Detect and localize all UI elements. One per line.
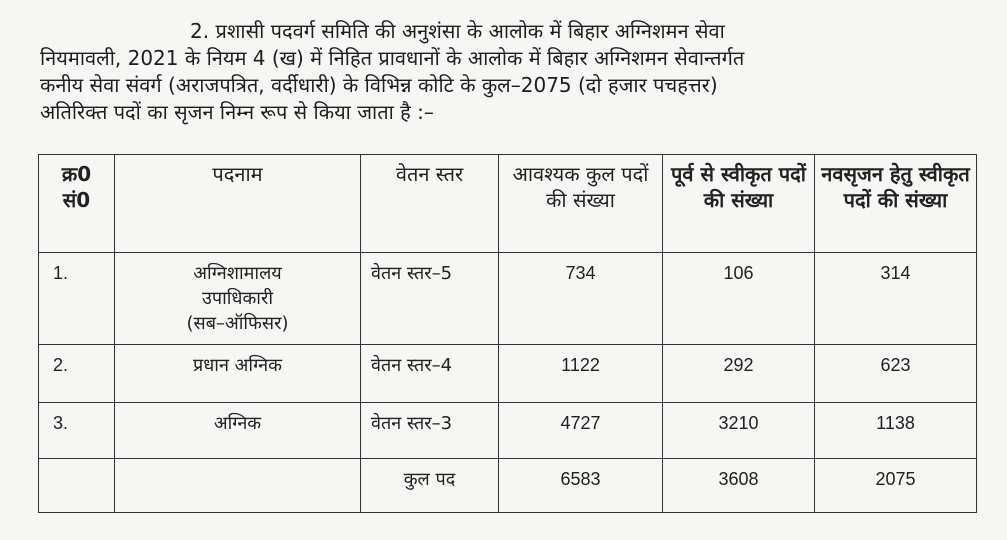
total-designation-empty	[115, 459, 361, 513]
total-required: 6583	[499, 459, 663, 513]
row-required: 4727	[499, 403, 663, 459]
header-pay-level: वेतन स्तर	[361, 155, 499, 253]
total-sanctioned: 3608	[663, 459, 815, 513]
intro-paragraph	[40, 18, 990, 126]
header-designation: पदनाम	[115, 155, 361, 253]
total-serial-empty	[39, 459, 115, 513]
designation-line: अग्निशामालय	[193, 263, 282, 284]
row-designation: अग्निक	[115, 403, 361, 459]
row-pay-level: वेतन स्तर–5	[361, 253, 499, 345]
header-new: नवसृजन हेतु स्वीकृत पदों की संख्या	[815, 155, 977, 253]
row-new: 314	[815, 253, 977, 345]
row-new: 1138	[815, 403, 977, 459]
row-serial: 1.	[39, 253, 115, 345]
table-total-row	[39, 459, 977, 513]
table-row	[39, 345, 977, 403]
header-required: आवश्यक कुल पदों की संख्या	[499, 155, 663, 253]
paragraph-line-3: कनीय सेवा संवर्ग (अराजपत्रित, वर्दीधारी) के विभिन्न कोटि के कुल–2075 (दो हजार पचहत्तर)	[40, 73, 718, 97]
header-serial-line1: क्र0	[61, 162, 92, 186]
row-sanctioned: 292	[663, 345, 815, 403]
row-sanctioned: 3210	[663, 403, 815, 459]
total-label: कुल पद	[361, 459, 499, 513]
paragraph-line-1: 2. प्रशासी पदवर्ग समिति की अनुशंसा के आलोक में बिहार अग्निशमन सेवा	[190, 19, 725, 43]
header-sanctioned: पूर्व से स्वीकृत पदों की संख्या	[663, 155, 815, 253]
header-serial	[39, 155, 115, 253]
paragraph-line-4: अतिरिक्त पदों का सृजन निम्न रूप से किया जाता है :–	[40, 100, 434, 124]
row-sanctioned: 106	[663, 253, 815, 345]
row-pay-level: वेतन स्तर–3	[361, 403, 499, 459]
row-designation: प्रधान अग्निक	[115, 345, 361, 403]
posts-table	[38, 154, 977, 513]
designation-line: उपाधिकारी	[202, 288, 273, 309]
row-pay-level: वेतन स्तर–4	[361, 345, 499, 403]
row-serial: 2.	[39, 345, 115, 403]
row-new: 623	[815, 345, 977, 403]
table-row	[39, 253, 977, 345]
table-row	[39, 403, 977, 459]
row-required: 734	[499, 253, 663, 345]
paragraph-line-2: नियमावली, 2021 के नियम 4 (ख) में निहित प्रावधानों के आलोक में बिहार अग्निशमन सेवान्तर्गत	[40, 46, 745, 70]
row-serial: 3.	[39, 403, 115, 459]
row-designation	[115, 253, 361, 345]
header-serial-line2: सं0	[62, 188, 91, 212]
table-header-row	[39, 155, 977, 253]
designation-line: (सब–ऑफिसर)	[186, 313, 289, 334]
total-new: 2075	[815, 459, 977, 513]
row-required: 1122	[499, 345, 663, 403]
